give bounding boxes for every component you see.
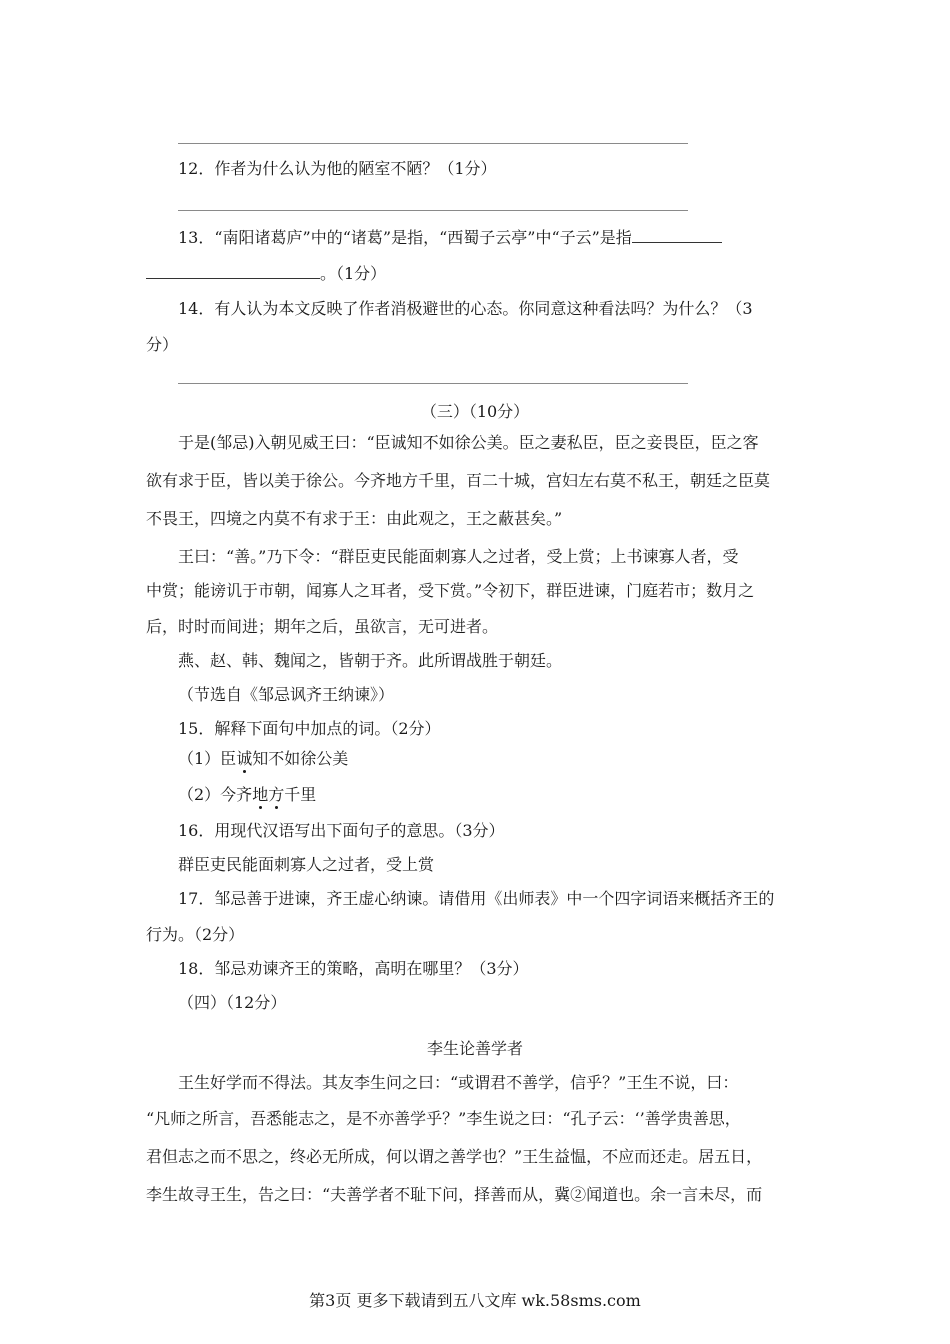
question-16-sentence: 群臣吏民能面刺寡人之过者，受上赏: [178, 855, 435, 874]
question-17: 17．邹忌善于进谏，齐王虚心纳谏。请借用《出师表》中一个四字词语来概括齐王的: [178, 889, 775, 908]
question-12: 12．作者为什么认为他的陋室不陋？（1分）: [178, 159, 497, 178]
answer-blank-13b[interactable]: [146, 262, 320, 279]
question-13-cont: [146, 262, 386, 285]
answer-line-14: [178, 383, 688, 384]
passage-4-line: 君但志之而不思之，终必无所成，何以谓之善学也？”王生益愠，不应而还走。居五日，: [146, 1147, 763, 1166]
passage-4-line: 王生好学而不得法。其友李生问之曰：“或谓君不善学，信乎？”王生不说，曰：: [178, 1073, 739, 1092]
passage-3-line: 王曰：“善。”乃下令：“群臣吏民能面刺寡人之过者，受上赏；上书谏寡人者，受: [178, 547, 739, 566]
passage-3-line: 燕、赵、韩、魏闻之，皆朝于齐。此所谓战胜于朝廷。: [178, 651, 563, 670]
question-17-cont: 行为。（2分）: [146, 925, 245, 944]
dotted-word: 方: [268, 785, 285, 804]
question-14: 14．有人认为本文反映了作者消极避世的心态。你同意这种看法吗？为什么？（3: [178, 299, 753, 318]
question-13-end: 。（1分）: [320, 264, 387, 283]
passage-4-title: 李生论善学者: [426, 1039, 523, 1058]
dotted-word: 地: [252, 785, 269, 804]
dotted-word: 诚: [236, 749, 253, 768]
answer-line-2: [178, 210, 688, 211]
item-text: （2）今齐: [178, 785, 253, 804]
passage-3-source: （节选自《邹忌讽齐王纳谏》）: [178, 685, 395, 704]
passage-4-line: 李生故寻王生，告之曰：“夫善学者不耻下问，择善而从，冀②闻道也。余一言未尽，而: [146, 1185, 763, 1204]
passage-3-line: 欲有求于臣，皆以美于徐公。今齐地方千里，百二十城，宫妇左右莫不私王，朝廷之臣莫: [146, 471, 771, 490]
item-text: （1）臣: [178, 749, 237, 768]
answer-line-1: [178, 143, 688, 144]
question-16: 16．用现代汉语写出下面句子的意思。（3分）: [178, 821, 505, 840]
section-4-heading: （四）（12分）: [178, 993, 287, 1012]
passage-4-line: “凡师之所言，吾悉能志之，是不亦善学乎？”李生说之曰：“孔子云：‘’善学贵善思，: [146, 1109, 741, 1128]
passage-3-line: 于是(邹忌)入朝见威王曰：“臣诚知不如徐公美。臣之妻私臣，臣之妾畏臣，臣之客: [178, 433, 759, 452]
item-text: 千里: [284, 785, 317, 804]
question-15-item-1: [178, 748, 348, 770]
question-18: 18．邹忌劝谏齐王的策略，高明在哪里？（3分）: [178, 959, 529, 978]
question-13-text: 13．“南阳诸葛庐”中的“诸葛”是指，“西蜀子云亭”中“子云”是指: [178, 228, 632, 247]
question-14-cont: 分）: [146, 335, 179, 354]
answer-blank-13a[interactable]: [632, 226, 722, 243]
item-text: 知不如徐公美: [252, 749, 349, 768]
section-3-heading: （三）（10分）: [420, 402, 530, 421]
passage-3-line: 后，时时而间进；期年之后，虽欲言，无可进者。: [146, 617, 499, 636]
page-footer: 第3页 更多下载请到五八文库 wk.58sms.com: [309, 1291, 641, 1310]
passage-3-line: 中赏；能谤讥于市朝，闻寡人之耳者，受下赏。”令初下，群臣进谏，门庭若市；数月之: [146, 581, 755, 600]
passage-3-line: 不畏王，四境之内莫不有求于王：由此观之，王之蔽甚矣。”: [146, 509, 563, 528]
question-15: 15．解释下面句中加点的词。（2分）: [178, 719, 441, 738]
question-13: [178, 226, 722, 249]
question-15-item-2: [178, 784, 316, 806]
